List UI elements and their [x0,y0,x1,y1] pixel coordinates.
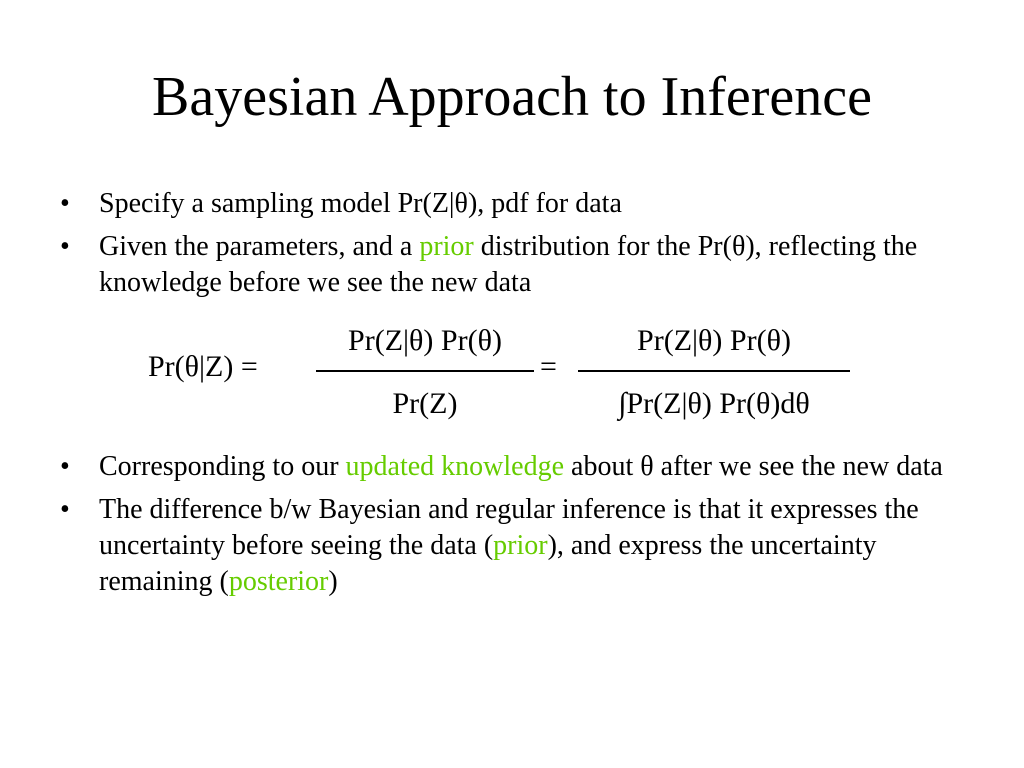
bullet-text [99,231,917,298]
bullet-text-segment: distribution for the Pr(θ), reflecting the knowledge before we see the new data [99,231,918,298]
bullet-item [60,229,960,301]
fraction-2-numerator: Pr(Z|θ) Pr(θ) [637,324,791,357]
fraction-1-denominator: Pr(Z) [392,387,458,420]
highlight-term-posterior: posterior [228,566,329,597]
bullet-text-segment: The difference b/w Bayesian and regular inference is that it expresses the uncertainty before seeing the data ( [99,494,919,561]
equation-lhs: Pr(θ|Z) = [148,350,258,383]
bullet-dot: • [60,451,70,482]
bayes-equation [148,320,868,430]
slide-title: Bayesian Approach to Inference [152,66,872,128]
fraction-2-bar [578,370,850,372]
bullet-dot: • [60,188,70,219]
bullet-text-segment: about θ after we see the new data [564,451,943,482]
bullet-dot: • [60,231,70,262]
bullet-list-top [60,186,960,308]
fraction-1-numerator: Pr(Z|θ) Pr(θ) [348,324,502,357]
bullet-item [60,186,960,222]
bullet-text-segment: Specify a sampling model Pr(Z|θ), pdf for data [99,188,622,219]
bullet-text [99,494,919,597]
bullet-text-segment: ), and express the uncertainty remaining ( [99,530,877,597]
bullet-dot: • [60,494,70,525]
bullet-item [60,492,960,600]
bullet-text-segment: Corresponding to our [99,451,346,482]
highlight-term-prior: prior [493,530,548,561]
highlight-term-prior: prior [419,231,474,262]
bullet-text-segment: Given the parameters, and a [99,231,420,262]
bullet-text [99,451,943,482]
bullet-list-bottom [60,449,960,607]
highlight-term-updated-knowledge: updated knowledge [345,451,565,482]
bullet-text [99,188,622,219]
bullet-text-segment: ) [328,566,338,597]
bullet-item [60,449,960,485]
equation-equals: = [540,350,557,383]
fraction-1-bar [316,370,534,372]
fraction-2-denominator: ∫Pr(Z|θ) Pr(θ)dθ [618,387,810,420]
